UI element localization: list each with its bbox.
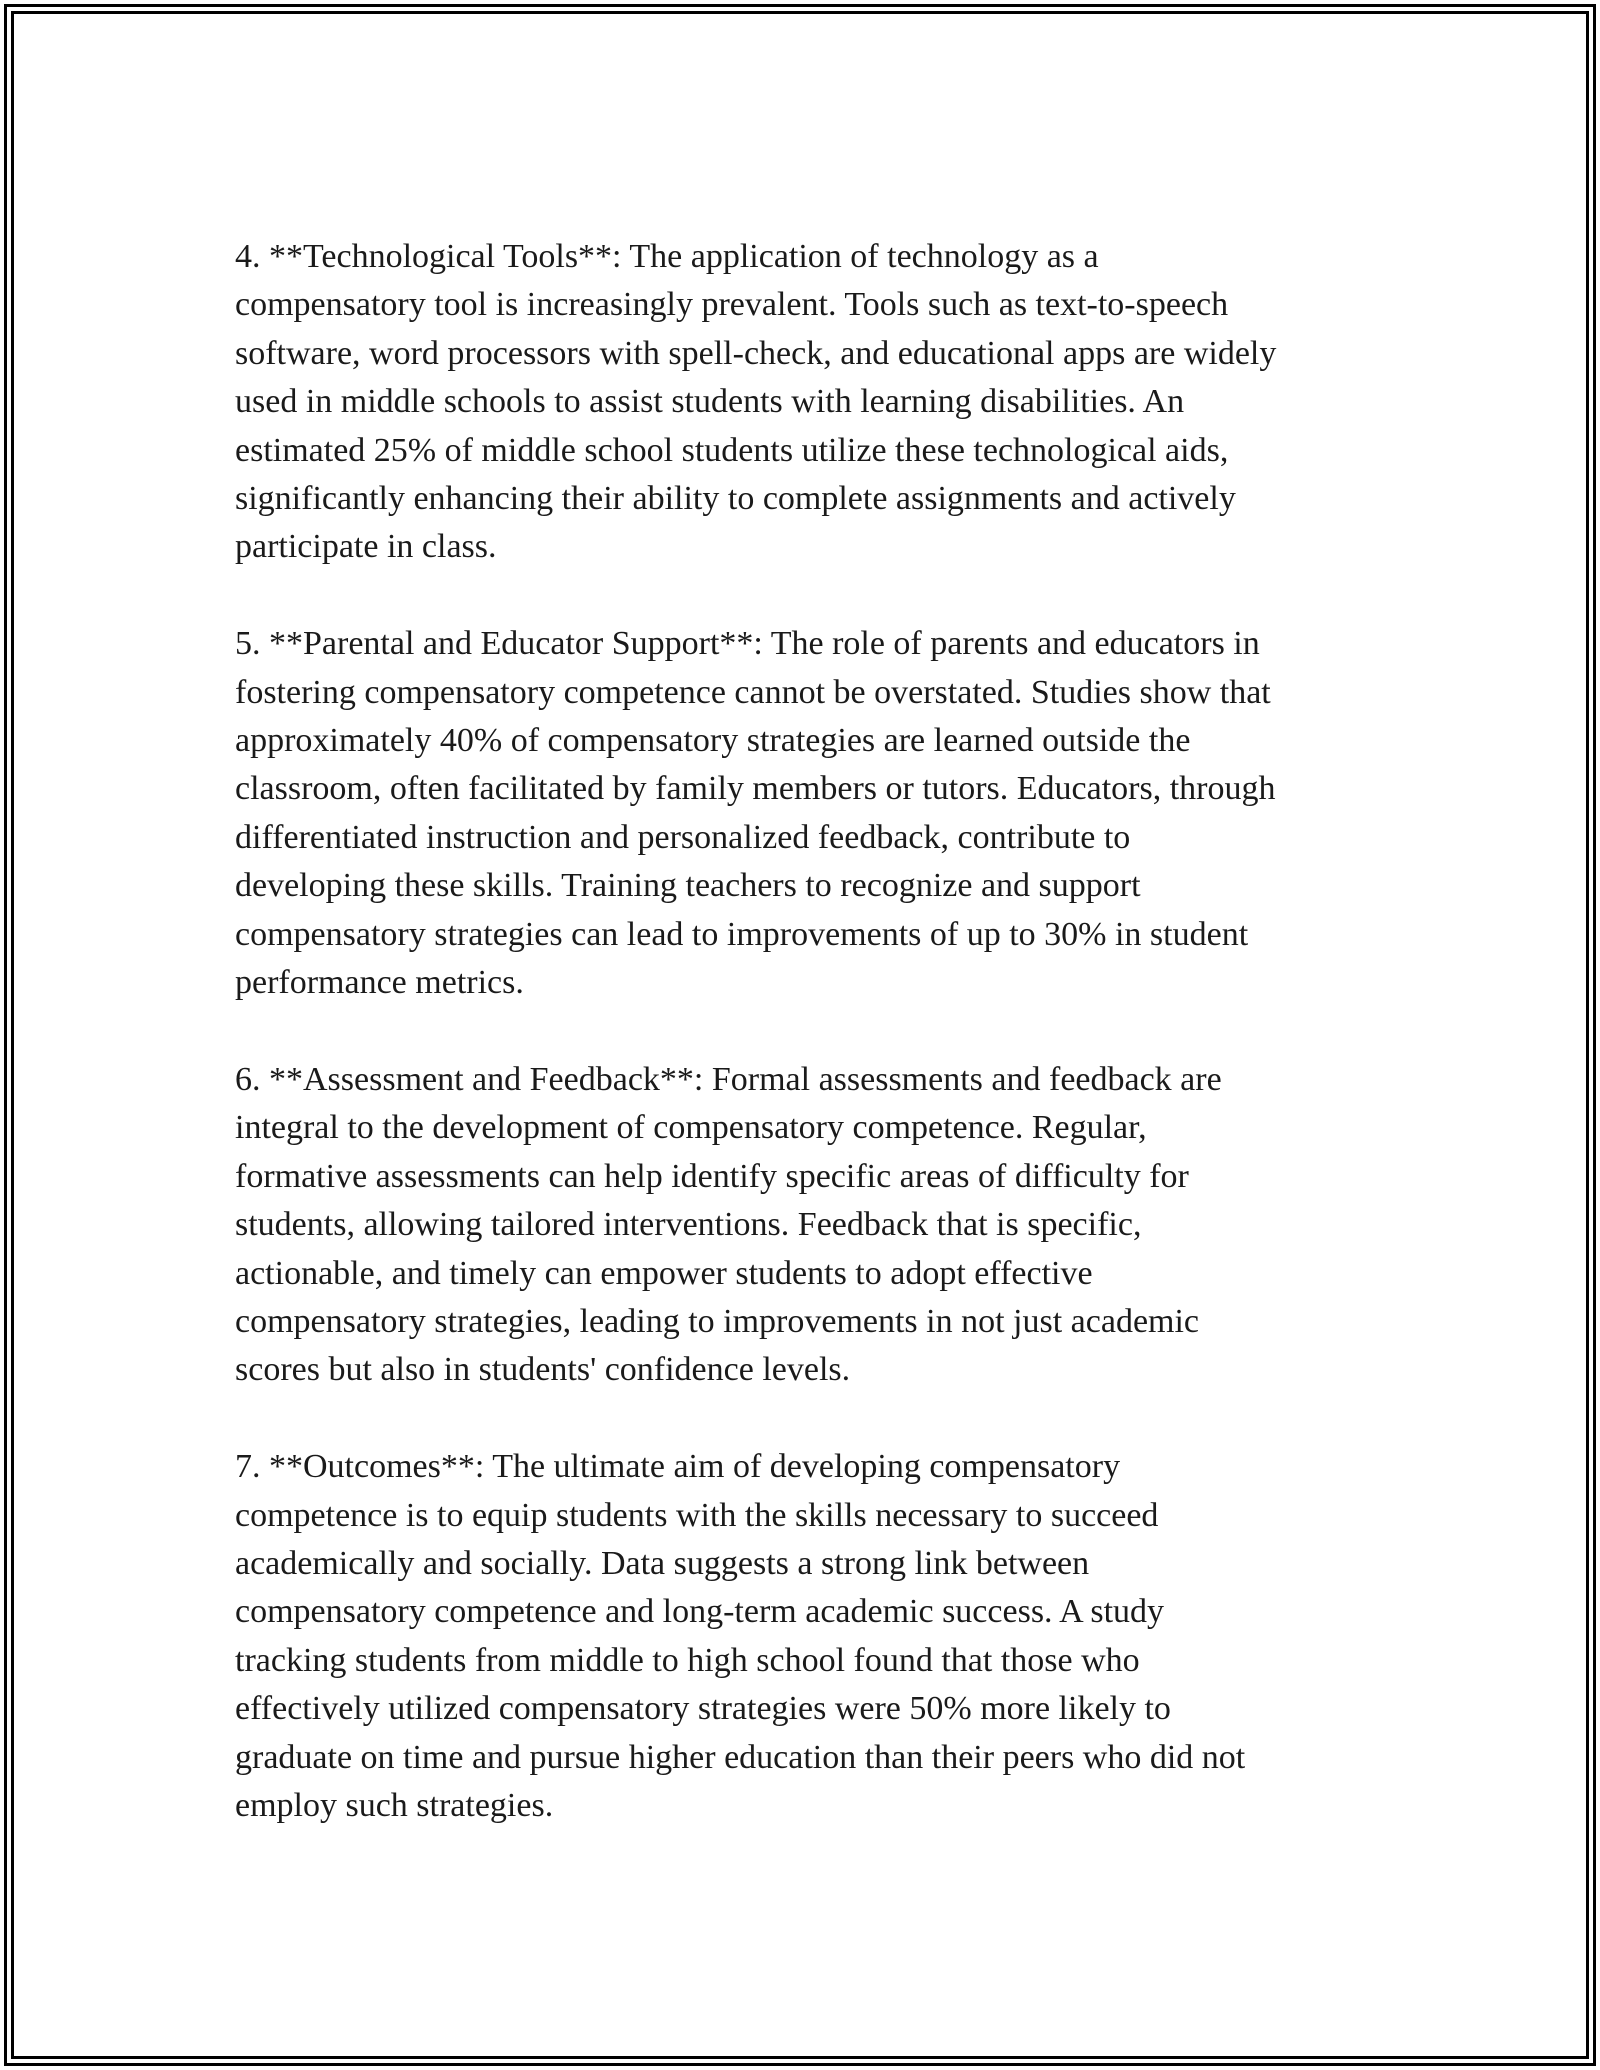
paragraph-parental-educator-support: 5. **Parental and Educator Support**: The role of parents and educators in fostering compensatory competence cannot be overstated. Studies show that approximately 40% of compensatory strategies are learned outside the classroom, often facilitated by family members or tutors. Educators, through differentiated instruction and personalized feedback, contribute to developing these skills. Training teachers to recognize and support compensatory strategies can lead to improvements of up to 30% in student performance metrics. bbox=[235, 625, 1276, 1002]
document-body bbox=[235, 233, 1375, 1830]
paragraph-assessment-feedback: 6. **Assessment and Feedback**: Formal assessments and feedback are integral to the development of compensatory competence. Regular, formative assessments can help identify specific areas of difficulty for students, allowing tailored interventions. Feedback that is specific, actionable, and timely can empower students to adopt effective compensatory strategies, leading to improvements in not just academic scores but also in students' confidence levels. bbox=[235, 1060, 1222, 1389]
paragraph-outcomes: 7. **Outcomes**: The ultimate aim of developing compensatory competence is to equip students with the skills necessary to succeed academically and socially. Data suggests a strong link between compensatory competence and long-term academic success. A study tracking students from middle to high school found that those who effectively utilized compensatory strategies were 50% more likely to graduate on time and pursue higher education than their peers who did not employ such strategies. bbox=[235, 1448, 1246, 1824]
paragraph-technological-tools: 4. **Technological Tools**: The application of technology as a compensatory tool is increasingly prevalent. Tools such as text-to-speech software, word processors with spell-check, and educational apps are widely used in middle schools to assist students with learning disabilities. An estimated 25% of middle school students utilize these technological aids, significantly enhancing their ability to complete assignments and actively participate in class. bbox=[235, 238, 1277, 566]
